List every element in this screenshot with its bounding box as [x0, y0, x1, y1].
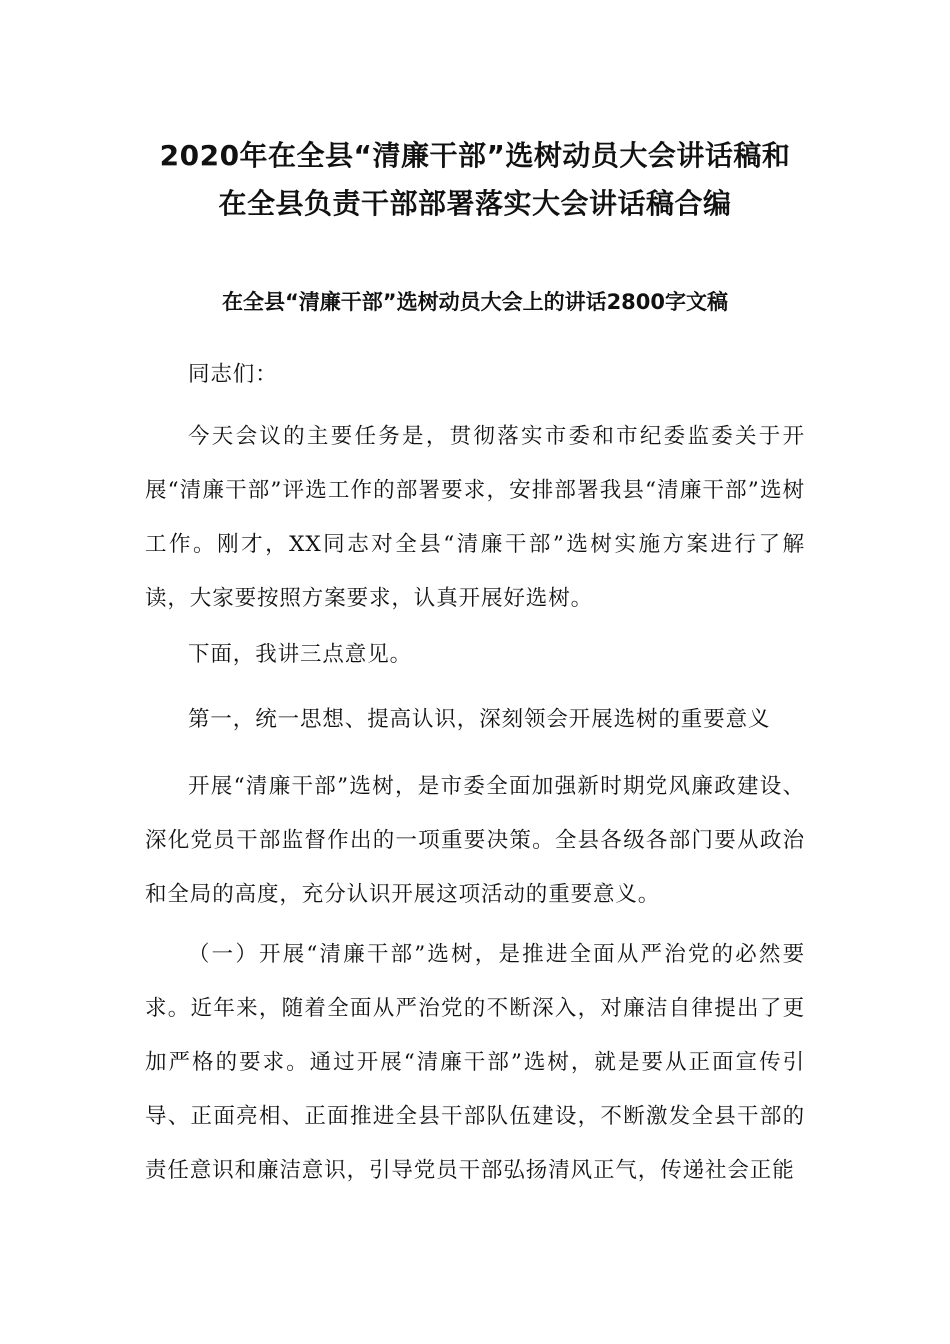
section-one-paragraph: 开展“清廉干部”选树，是市委全面加强新时期党风廉政建设、深化党员干部监督作出的一项重要决策。全县各级各部门要从政治和全局的高度，充分认识开展这项活动的重要意义。: [145, 774, 805, 907]
document-title-line-1: 2020年在全县“清廉干部”选树动员大会讲话稿和: [159, 139, 791, 172]
greeting-paragraph: 同志们：: [188, 362, 278, 387]
outline-paragraph: 下面，我讲三点意见。: [188, 642, 413, 667]
intro-paragraph: 今天会议的主要任务是，贯彻落实市委和市纪委监委关于开展“清廉干部”评选工作的部署要求，安排部署我县“清廉干部”选树工作。刚才，XX同志对全县“清廉干部”选树实施方案进行了解读，大家要按照方案要求，认真开展好选树。: [145, 424, 805, 611]
point-one-paragraph: （一）开展“清廉干部”选树，是推进全面从严治党的必然要求。近年来，随着全面从严治党的不断深入，对廉洁自律提出了更加严格的要求。通过开展“清廉干部”选树，就是要从正面宣传引导、正面亮相、正面推进全县干部队伍建设，不断激发全县干部的责任意识和廉洁意识，引导党员干部弘扬清风正气，传递社会正能: [145, 942, 805, 1183]
speech-subtitle: 在全县“清廉干部”选树动员大会上的讲话2800字文稿: [221, 290, 729, 314]
document-title-line-2: 在全县负责干部部署落实大会讲话稿合编: [218, 187, 732, 220]
section-one-heading: 第一，统一思想、提高认识，深刻领会开展选树的重要意义: [188, 707, 771, 732]
